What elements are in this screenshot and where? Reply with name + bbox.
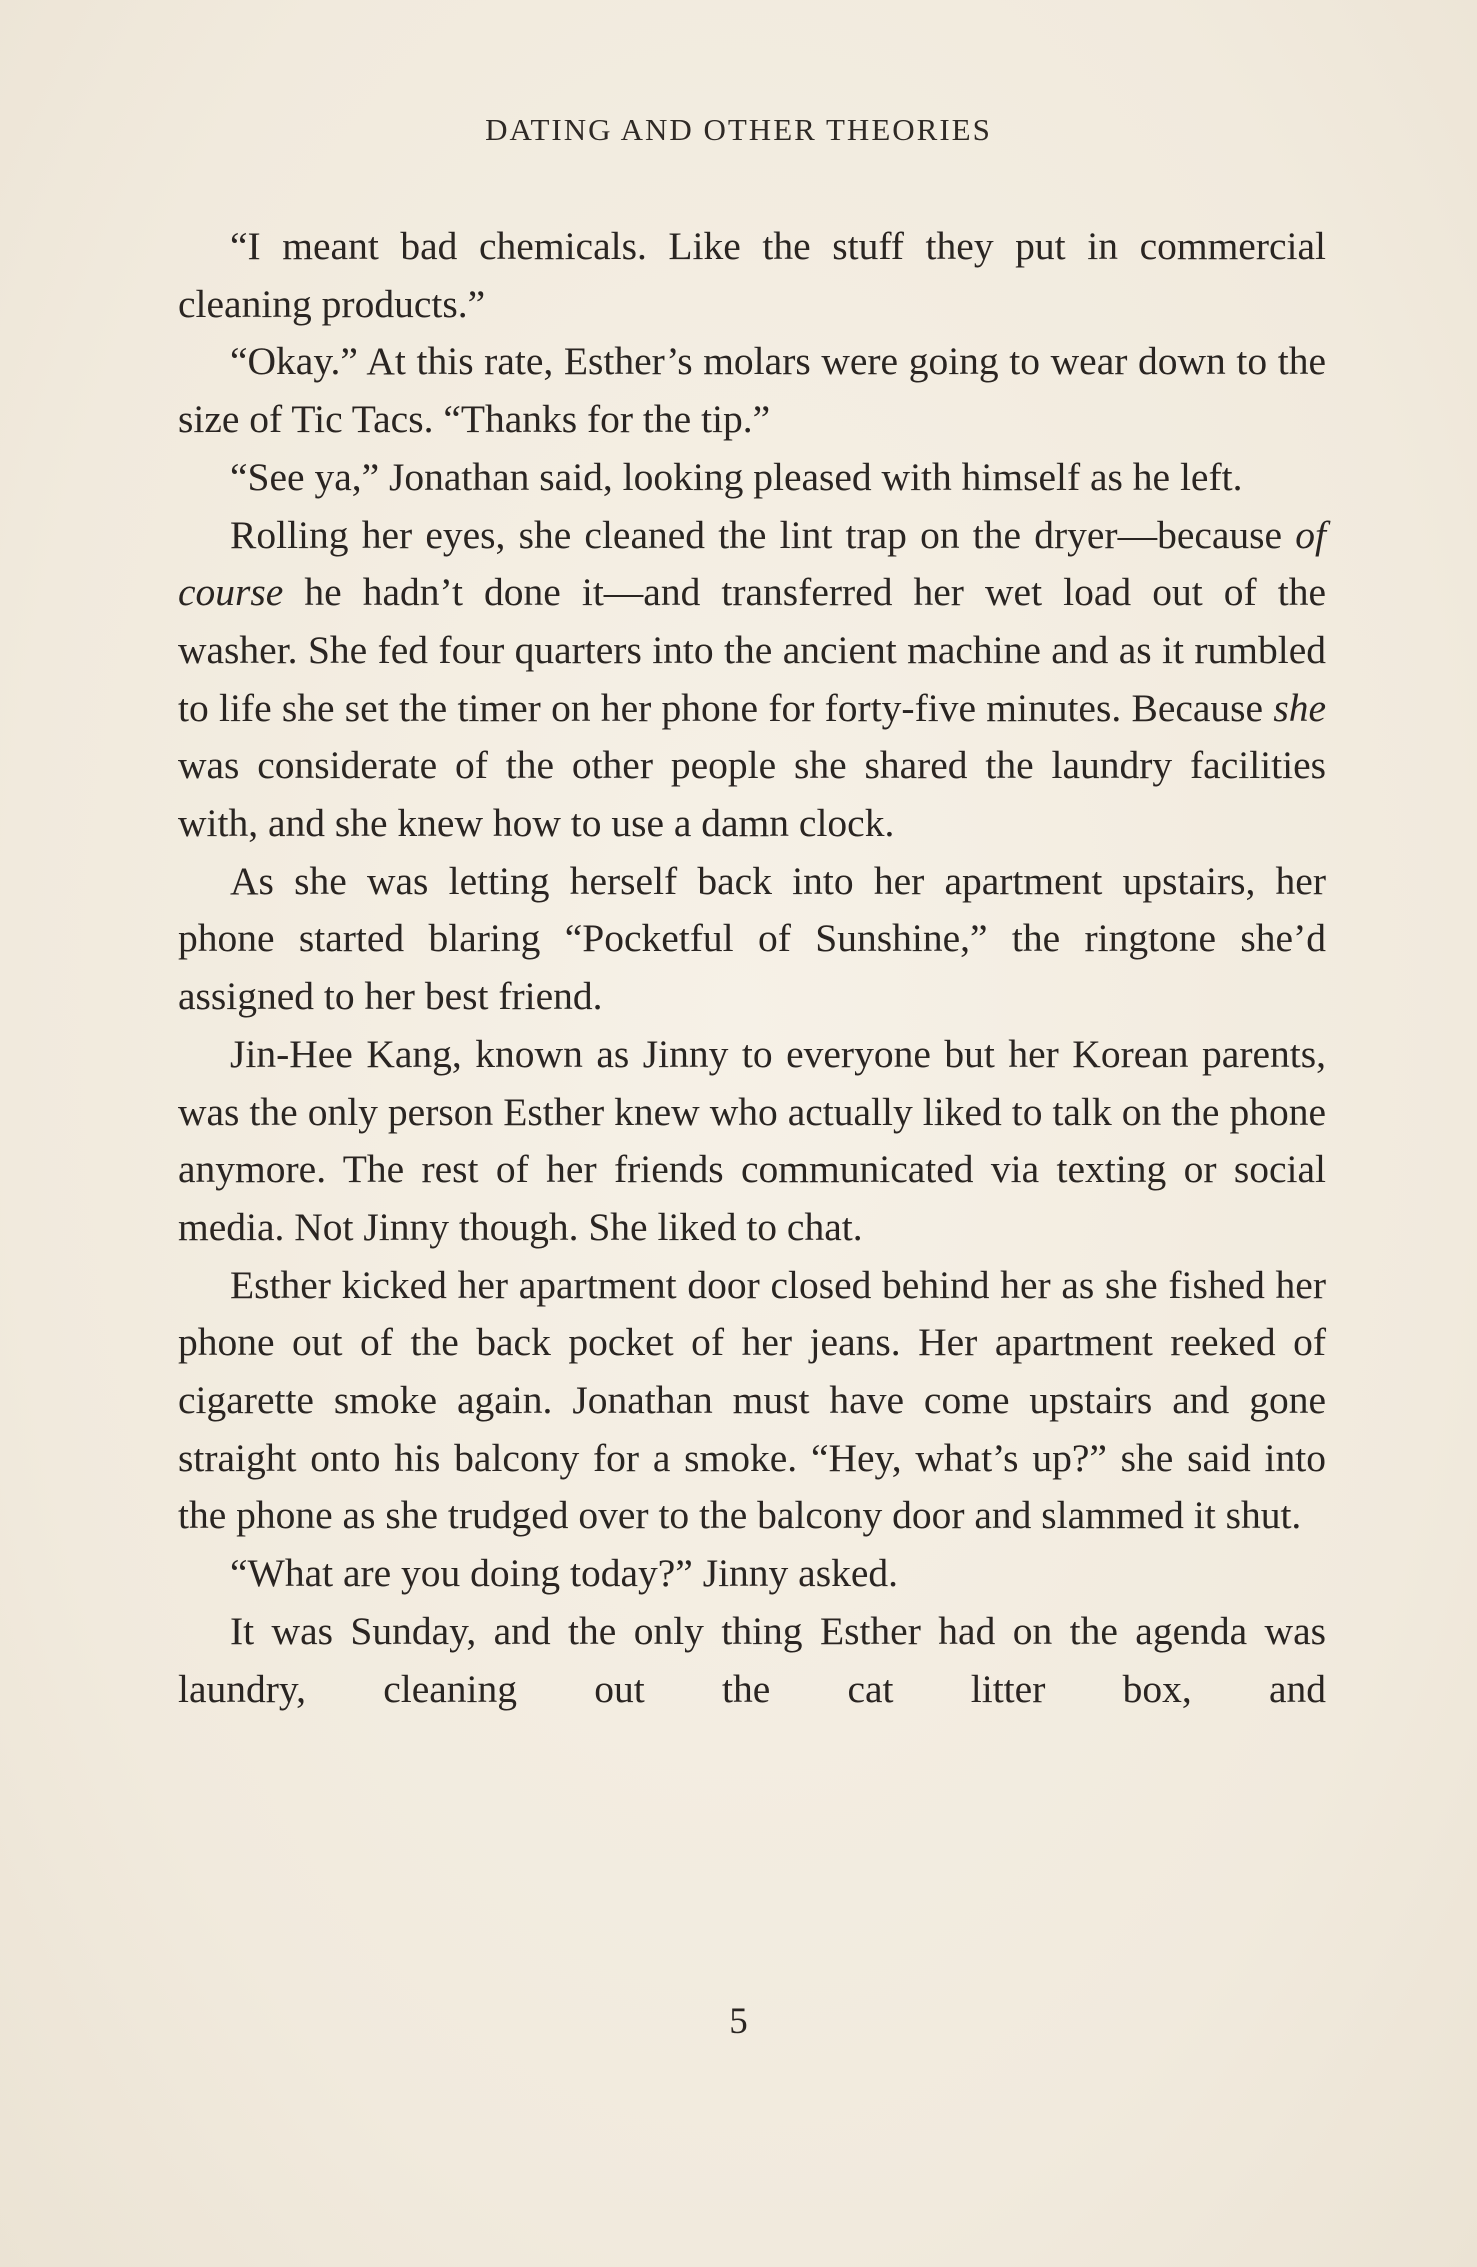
paragraph	[178, 1603, 1326, 1718]
text-run: “Okay.” At this rate, Esther’s molars were going to wear down to the size of Tic Tacs. “Thanks for the tip.”	[178, 339, 1326, 442]
paragraph	[178, 1257, 1326, 1546]
italic-run: of course	[178, 512, 1326, 615]
text-run: “See ya,” Jonathan said, looking pleased with himself as he left.	[230, 454, 1243, 499]
paragraph	[178, 1545, 1326, 1603]
text-run: “What are you doing today?” Jinny asked.	[230, 1551, 898, 1596]
paragraph	[178, 1026, 1326, 1257]
paragraph	[178, 218, 1326, 333]
text-run: “I meant bad chemicals. Like the stuff they put in commercial cleaning products.”	[178, 224, 1326, 326]
paragraph	[178, 853, 1326, 1026]
text-run: As she was letting herself back into her apartment upstairs, her phone started blaring “Pocketful of Sunshine,” the ringtone she’d assigned to her best friend.	[178, 858, 1326, 1019]
text-run: Esther kicked her apartment door closed behind her as she fished her phone out of the back pocket of her jeans. Her apartment reeked of cigarette smoke again. Jonathan must have come upstairs and gone straight onto his balcony for a smoke. “Hey, what’s up?” she said into the phone as she trudged over to the balcony door and slammed it shut.	[178, 1262, 1326, 1538]
text-run: Rolling her eyes, she cleaned the lint trap on the dryer—because	[230, 512, 1296, 557]
text-run: It was Sunday, and the only thing Esther had on the agenda was laundry, cleaning out the cat litter box, and	[178, 1608, 1326, 1711]
paragraph	[178, 333, 1326, 448]
body-text	[178, 218, 1326, 1718]
page-number: 5	[729, 2001, 748, 2042]
running-head: DATING AND OTHER THEORIES	[485, 112, 992, 147]
text-run: Jin-Hee Kang, known as Jinny to everyone but her Korean parents, was the only person Esther knew who actually liked to talk on the phone anymore. The rest of her friends communicated via texting or social media. Not Jinny though. She liked to chat.	[178, 1031, 1326, 1249]
paragraph	[178, 449, 1326, 507]
paragraph	[178, 507, 1326, 853]
text-run: he hadn’t done it—and transferred her wet load out of the washer. She fed four quarters into the ancient machine and as it rumbled to life she set the timer on her phone for forty-five minutes. Because	[178, 570, 1326, 730]
italic-run: she	[1273, 685, 1326, 730]
text-run: was considerate of the other people she shared the laundry facilities with, and she knew how to use a damn clock.	[178, 743, 1326, 846]
